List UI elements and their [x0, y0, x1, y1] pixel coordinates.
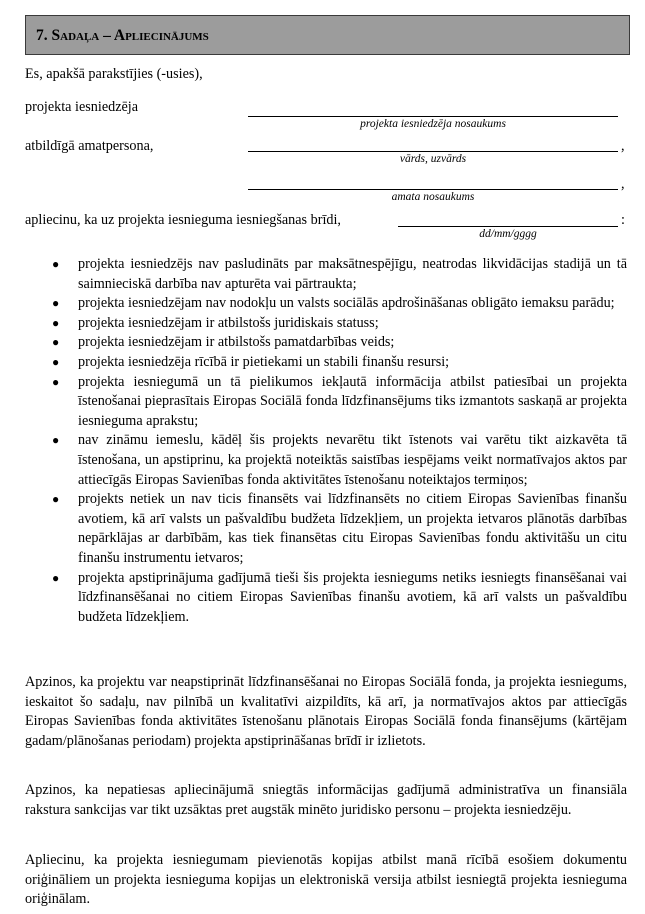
- official-label: atbildīgā amatpersona,: [25, 138, 154, 154]
- official-name-field[interactable]: [248, 151, 618, 152]
- list-item: [50, 294, 627, 314]
- name-caption: vārds, uzvārds: [399, 153, 467, 165]
- name-comma: ,: [621, 138, 625, 154]
- statement-text: projekta iesniedzēja rīcībā ir pietiekami un stabili finanšu resursi;: [78, 353, 450, 370]
- list-item: [50, 255, 627, 294]
- section-header: [25, 15, 630, 55]
- list-item: [50, 569, 627, 628]
- list-item: [50, 333, 627, 353]
- bullet-icon: ●: [52, 315, 60, 330]
- certify-label: apliecinu, ka uz projekta iesnieguma iesniegšanas brīdi,: [25, 212, 341, 228]
- date-field[interactable]: [398, 226, 618, 227]
- paragraph-copies: Apliecinu, ka projekta iesniegumam pievienotās kopijas atbilst manā rīcībā esošiem dokumentu oriģināliem un projekta iesnieguma kopijas un elektroniskā versija atbilst iesniegtā projekta iesnieguma oriģinālam.: [25, 852, 627, 908]
- paragraph-sanctions: Apzinos, ka nepatiesas apliecinājumā sniegtās informācijas gadījumā administratīva un finansiāla rakstura sankcijas var tikt uzsāktas pret augstāk minēto juridisko personu – projekta iesniedzēju.: [25, 782, 627, 818]
- position-caption: amata nosaukums: [391, 191, 475, 203]
- bullet-icon: ●: [52, 296, 60, 311]
- statement-text: nav zināmu iemeslu, kādēļ šis projekts nevarētu tikt īstenots vai varētu tikt aizkavēta tā īstenošana, un apstiprinu, ka projektā noteiktās saistības iespējams veikt normatīvajos aktos par attiecīgās Eiropas Savienības fonda aktivitātes īstenošanu noteiktajos termiņos;: [78, 432, 627, 488]
- date-colon: :: [621, 212, 625, 228]
- list-item: [50, 353, 627, 373]
- applicant-label: projekta iesniedzēja: [25, 99, 139, 115]
- list-item: [50, 373, 627, 432]
- statement-text: projekts netiek un nav ticis finansēts vai līdzfinansēts no citiem Eiropas Savienības finanšu avotiem, kā arī valsts un pašvaldību budžeta līdzekļiem, un projekta ietvaros plānotās darbības nepārklājas ar darbībām, kas tiek finansētas citu Eiropas Savienības fondu aktivitāšu un citu finanšu instrumentu ietvaros;: [78, 491, 627, 566]
- statement-text: projekta iesniedzējam ir atbilstošs pamatdarbības veids;: [78, 334, 395, 351]
- bullet-icon: ●: [52, 433, 60, 448]
- paragraph-approval: Apzinos, ka projektu var neapstiprināt līdzfinansēšanai no Eiropas Sociālā fonda, ja projekta iesniegums, ieskaitot šo sadaļu, nav pilnībā un kvalitatīvi aizpildīts, kā arī, ja normatīvajos aktos par attiecīgās Eiropas Savienības fonda aktivitātes īstenošanu plānotais Eiropas Sociālā fonda finansējums (kārtējam gadam/plānošanas periodam) projekta apstiprināšanas brīdī ir izlietots.: [25, 674, 627, 749]
- bullet-icon: ●: [52, 374, 60, 389]
- section-title: 7. Sadaļa – Apliecinājums: [36, 27, 209, 44]
- statement-text: projekta iesniedzējs nav pasludināts par maksātnespējīgu, neatrodas likvidācijas stadijā un tā saimnieciskā darbība nav apturēta vai pārtraukta;: [78, 256, 627, 292]
- list-item: [50, 490, 627, 568]
- official-position-field[interactable]: [248, 189, 618, 190]
- position-comma: ,: [621, 176, 625, 192]
- bullet-icon: ●: [52, 570, 60, 585]
- applicant-name-field[interactable]: [248, 116, 618, 117]
- date-caption: dd/mm/gggg: [479, 228, 537, 240]
- bullet-icon: ●: [52, 354, 60, 369]
- statement-text: projekta iesniegumā un tā pielikumos iekļautā informācija atbilst patiesībai un projekta īstenošanai pieprasītais Eiropas Sociālā fonda līdzfinansējums tiks izmantots saskaņā ar projekta iesnieguma aprakstu;: [78, 373, 627, 429]
- bullet-icon: ●: [52, 257, 60, 271]
- list-item: [50, 431, 627, 490]
- bullet-icon: ●: [52, 335, 60, 350]
- list-item: [50, 314, 627, 334]
- applicant-caption: projekta iesniedzēja nosaukums: [360, 118, 506, 130]
- statement-text: projekta iesniedzējam ir atbilstošs juridiskais statuss;: [78, 314, 379, 331]
- statement-list: [50, 255, 627, 627]
- statement-text: projekta iesniedzējam nav nodokļu un valsts sociālās apdrošināšanas obligāto iemaksu parādu;: [78, 295, 615, 312]
- intro-text: Es, apakšā parakstījies (-usies),: [25, 66, 203, 82]
- bullet-icon: ●: [52, 492, 60, 507]
- statement-text: projekta apstiprinājuma gadījumā tieši šis projekta iesniegums netiks iesniegts finansēšanai vai līdzfinansēšanai no citiem Eiropas Savienības finanšu avotiem, kā arī valsts un pašvaldību budžeta līdzekļiem.: [78, 569, 627, 625]
